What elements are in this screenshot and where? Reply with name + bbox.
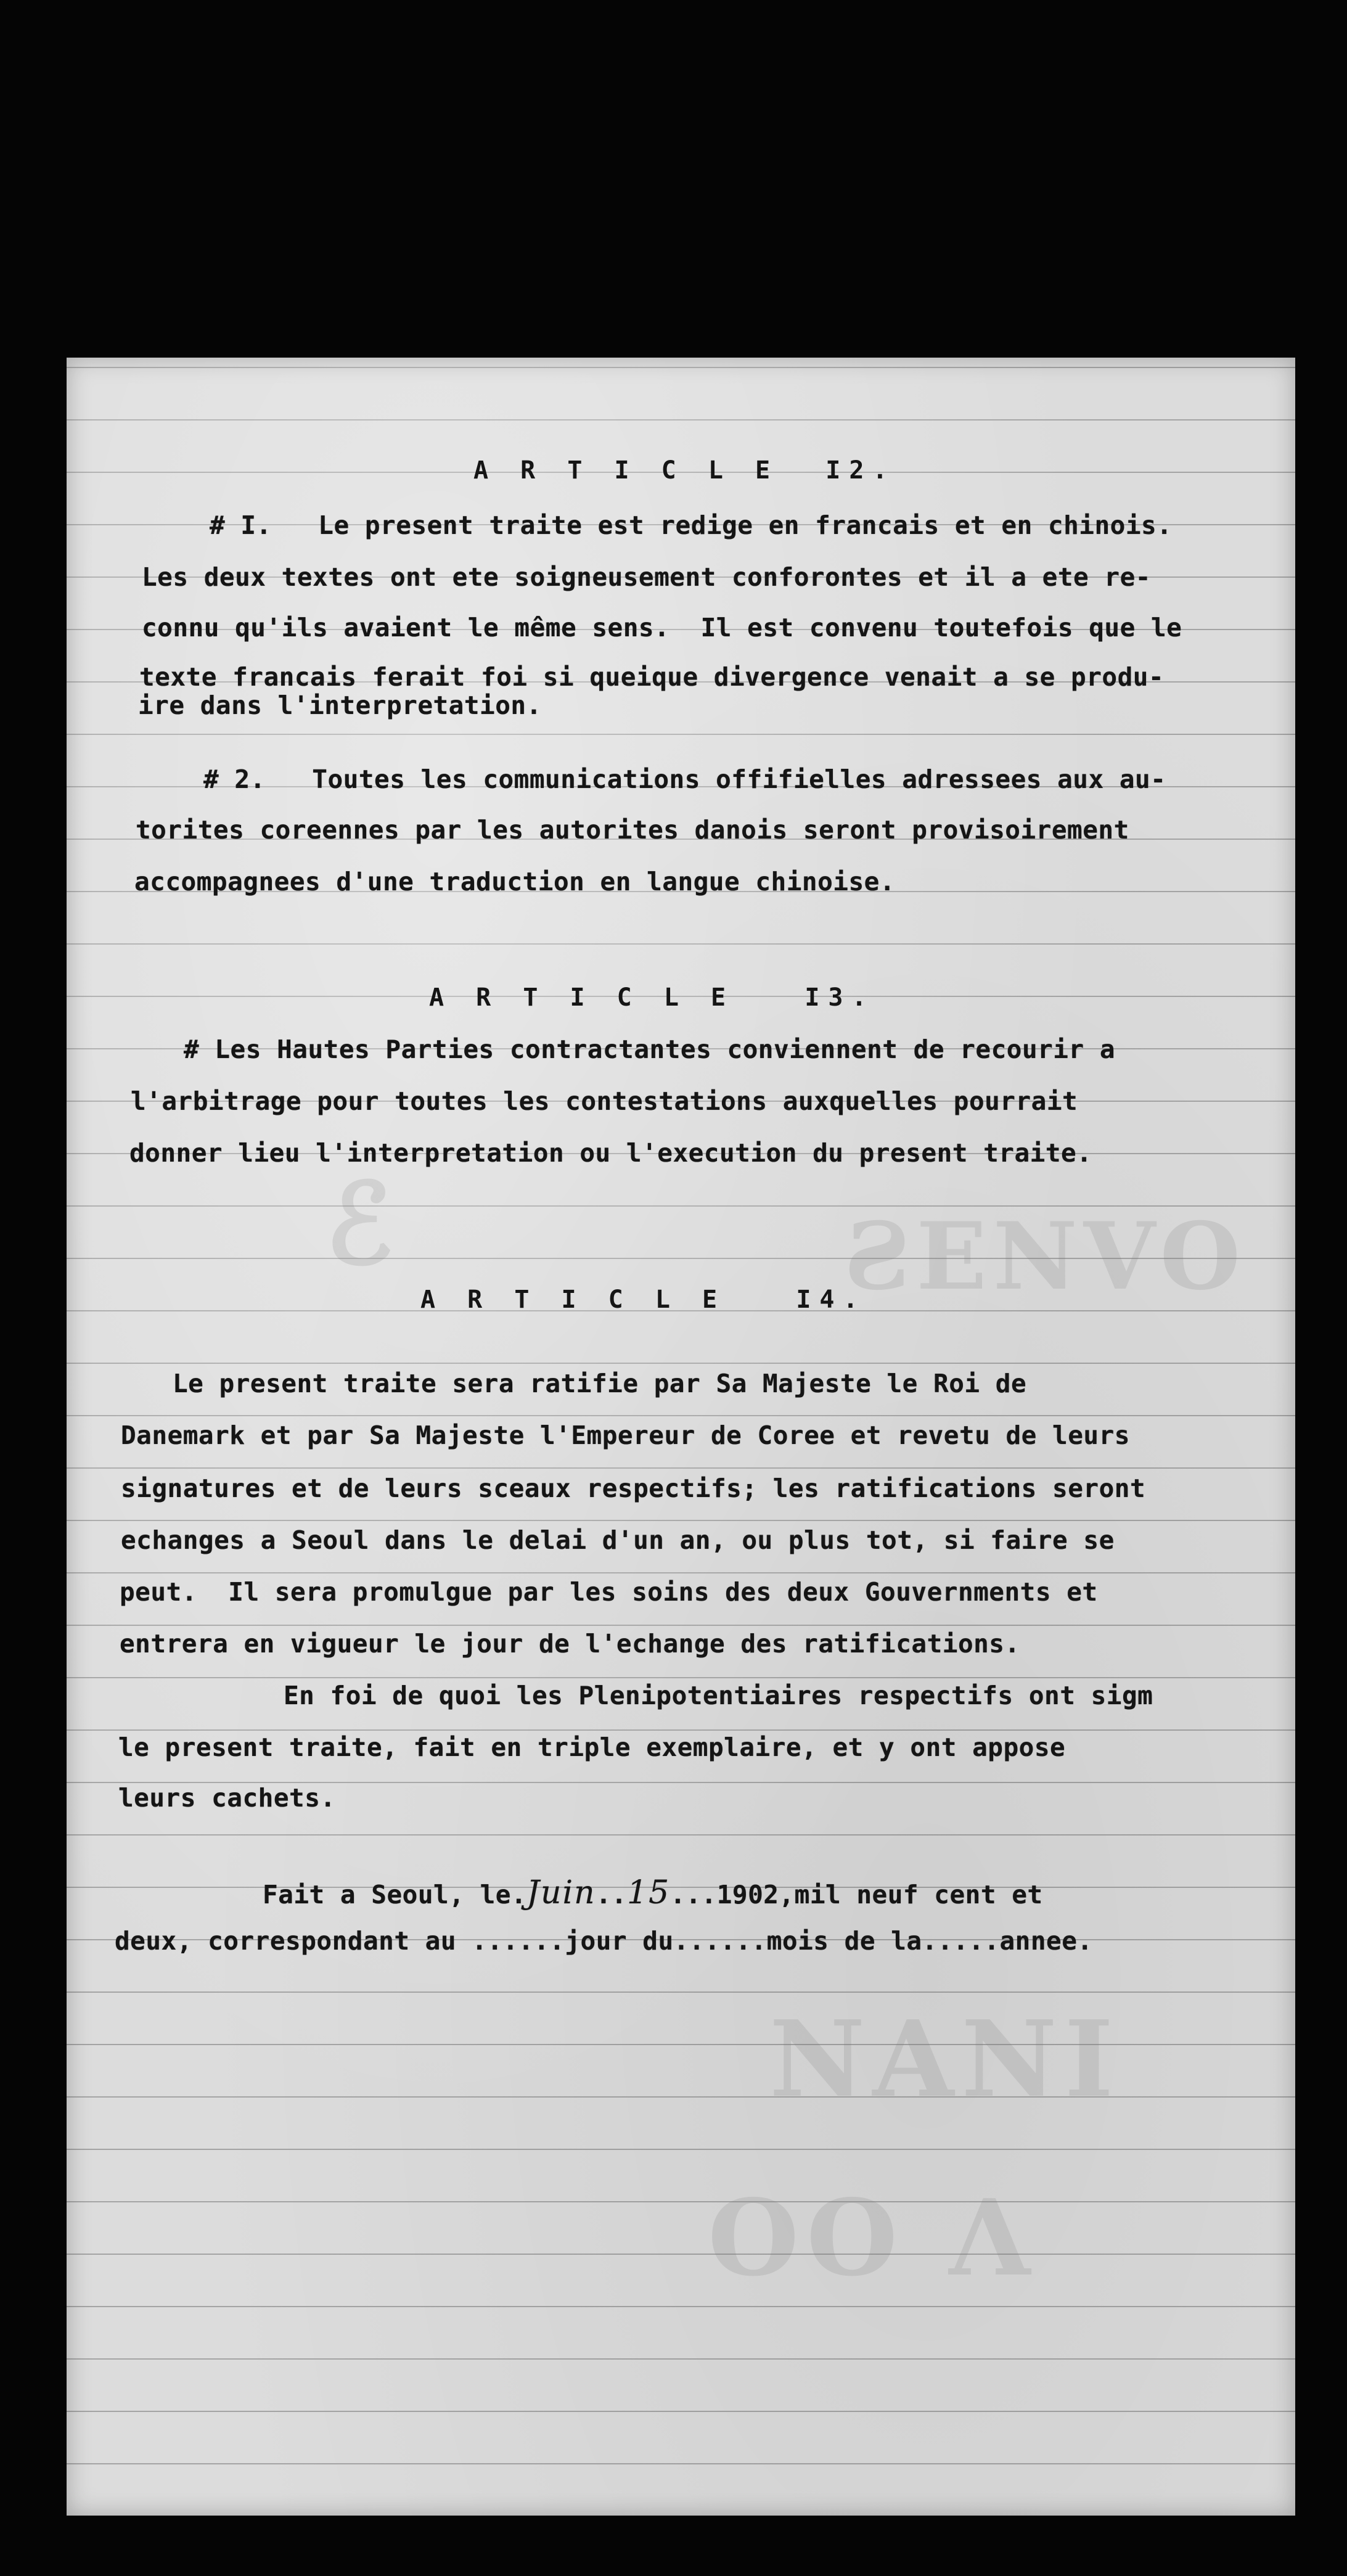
article-14-heading: A R T I C L E I4. (420, 1286, 867, 1314)
closing-suffix: ...1902,mil neuf cent et (670, 1880, 1043, 1909)
document-page (67, 358, 1295, 2516)
bleed-through-mark: ƧENVO (843, 1202, 1247, 1311)
article-14-line: signatures et de leurs sceaux respectifs; les ratifications seront (121, 1474, 1146, 1503)
bleed-through-mark: OO Λ (708, 2176, 1038, 2300)
bleed-through-mark: NANI (769, 1998, 1121, 2121)
article-14-line: entrera en vigueur le jour de l'echange des ratifications. (120, 1629, 1020, 1659)
article-14-line: En foi de quoi les Plenipotentiaires respectifs ont sigm (284, 1681, 1153, 1710)
article-12-line: accompagnees d'une traduction en langue chinoise. (134, 867, 896, 896)
article-12-heading: A R T I C L E I2. (473, 456, 896, 485)
article-14-line: le present traite, fait en triple exemplaire, et y ont appose (118, 1733, 1066, 1762)
article-14-line: Danemark et par Sa Majeste l'Empereur de Coree et revetu de leurs (121, 1421, 1130, 1450)
article-12-line: texte francais ferait foi si queique divergence venait a se produ- (139, 662, 1165, 692)
closing-prefix: Fait a Seoul, le. (263, 1880, 527, 1909)
article-13-line: # Les Hautes Parties contractantes conviennent de recourir a (184, 1035, 1116, 1064)
article-14-line: echanges a Seoul dans le delai d'un an, ou plus tot, si faire se (121, 1525, 1115, 1555)
article-12-line: # 2. Toutes les communications offifielles adressees aux au- (203, 765, 1166, 794)
article-14-line: Le present traite sera ratifie par Sa Majeste le Roi de (173, 1369, 1027, 1398)
closing-line: deux, correspondant au ......jour du......mois de la.....annee. (115, 1926, 1093, 1956)
closing-date-line (263, 1874, 1043, 1911)
article-13-heading: A R T I C L E I3. (429, 983, 875, 1012)
article-12-line: Les deux textes ont ete soigneusement conforontes et il a ete re- (142, 562, 1151, 592)
article-12-line: ire dans l'interpretation. (138, 691, 542, 720)
article-12-line: torites coreennes par les autorites danois seront provisoirement (136, 815, 1129, 845)
article-12-line: connu qu'ils avaient le même sens. Il est convenu toutefois que le (142, 613, 1182, 642)
article-13-line: donner lieu l'interpretation ou l'execution du present traite. (129, 1138, 1092, 1168)
closing-dots: .. (596, 1880, 627, 1909)
handwritten-day: 15 (626, 1874, 671, 1911)
article-14-line: peut. Il sera promulgue par les soins des deux Gouvernments et (120, 1577, 1098, 1607)
article-13-line: l'arbitrage pour toutes les contestations auxquelles pourrait (131, 1086, 1078, 1116)
typed-text (67, 358, 1295, 2516)
handwritten-month: Juin (526, 1874, 596, 1911)
article-12-line: # I. Le present traite est redige en francais et en chinois. (210, 511, 1173, 540)
bleed-through-mark: ℰ (325, 1159, 393, 1289)
article-14-line: leurs cachets. (118, 1783, 336, 1813)
